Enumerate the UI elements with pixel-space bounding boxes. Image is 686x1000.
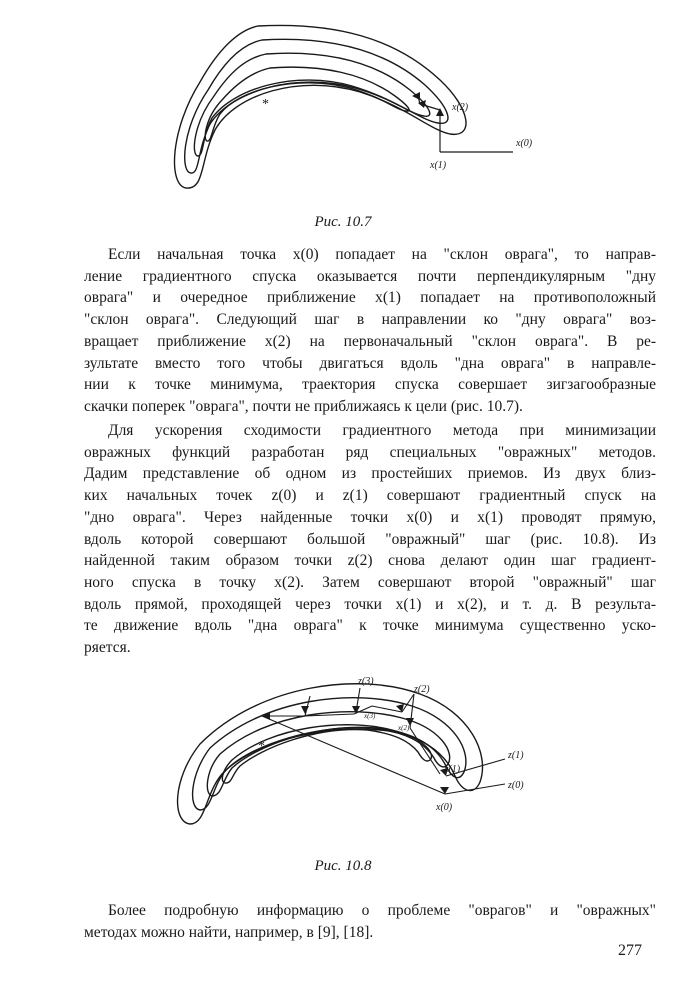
- figure-10-7-drawing: [0, 10, 686, 200]
- p1-line-5: вращает приближение x(2) на первоначальный "склон оврага". В ре-: [84, 332, 656, 350]
- fig2-label-x3: x(3): [364, 712, 376, 720]
- fig2-label-z2: z(2): [414, 684, 430, 695]
- fig1-label-x0: x(0): [516, 138, 533, 149]
- p2-line-5: "дно оврага". Через найденные точки x(0) и x(1) проводят прямую,: [84, 508, 656, 526]
- figure-10-7: [0, 10, 686, 200]
- fig1-label-x2: x(2): [452, 102, 469, 113]
- page-number: 277: [618, 942, 642, 959]
- fig1-label-x1: x(1): [430, 160, 447, 171]
- paragraph-1: [84, 244, 656, 418]
- fig2-star: *: [258, 739, 265, 754]
- paragraph-3: [84, 900, 656, 943]
- fig2-label-x1: x(1): [444, 764, 461, 775]
- p1-line-2: ление градиентного спуска оказывается почти перпендикулярным "дну: [84, 267, 656, 285]
- p2-line-8: ного спуска в точку x(2). Затем совершают второй "овражный" шаг: [84, 573, 656, 591]
- fig2-label-z0: z(0): [508, 780, 524, 791]
- figure-10-8-drawing: [0, 664, 686, 854]
- p2-line-9: вдоль прямой, проходящей через точки x(1) и x(2), и т. д. В результа-: [84, 595, 656, 613]
- fig2-label-x0: x(0): [436, 802, 453, 813]
- p3-line-1: Более подробную информацию о проблеме "оврагов" и "овражных": [108, 902, 656, 919]
- fig2-label-z1: z(1): [508, 750, 524, 761]
- p2-line-2: овражных функций разработан ряд специальных "овражных" методов.: [84, 443, 656, 461]
- p1-line-7: нии к точке минимума, траектория спуска совершает зигзагообразные: [84, 376, 656, 394]
- p2-line-4: ких начальных точек z(0) и z(1) совершают градиентный спуск на: [84, 487, 656, 505]
- p1-line-8: скачки поперек "оврага", почти не приближаясь к цели (рис. 10.7).: [84, 397, 523, 415]
- figure-10-8: [0, 664, 686, 854]
- p2-line-11: ряется.: [84, 639, 131, 657]
- figure-10-8-caption: Рис. 10.8: [314, 858, 372, 874]
- p2-line-7: найденной таким образом точки z(2) снова делают один шаг градиент-: [84, 552, 656, 570]
- fig2-label-z3: z(3): [358, 676, 374, 687]
- fig1-star: *: [262, 97, 269, 112]
- p1-line-1: Если начальная точка x(0) попадает на "склон оврага", то направ-: [108, 246, 656, 263]
- fig2-label-x2: x(2): [398, 724, 410, 732]
- figure-10-7-caption: Рис. 10.7: [314, 214, 372, 230]
- p2-line-1: Для ускорения сходимости градиентного метода при минимизации: [108, 422, 656, 439]
- p3-line-2: методах можно найти, например, в [9], [18].: [84, 923, 374, 941]
- p1-line-6: зультате вместо того чтобы двигаться вдоль "дна оврага" в направле-: [84, 354, 656, 372]
- p1-line-4: "склон оврага". Следующий шаг в направлении ко "дну оврага" воз-: [84, 311, 656, 329]
- paragraph-2: [84, 420, 656, 659]
- p2-line-10: те движение вдоль "дна оврага" к точке минимума существенно уско-: [84, 617, 656, 635]
- p1-line-3: оврага" и очередное приближение x(1) попадает на противоположный: [84, 289, 656, 307]
- p2-line-6: вдоль которой совершают большой "овражный" шаг (рис. 10.8). Из: [84, 530, 656, 548]
- p2-line-3: Дадим представление об одном из простейших приемов. Из двух близ-: [84, 465, 656, 483]
